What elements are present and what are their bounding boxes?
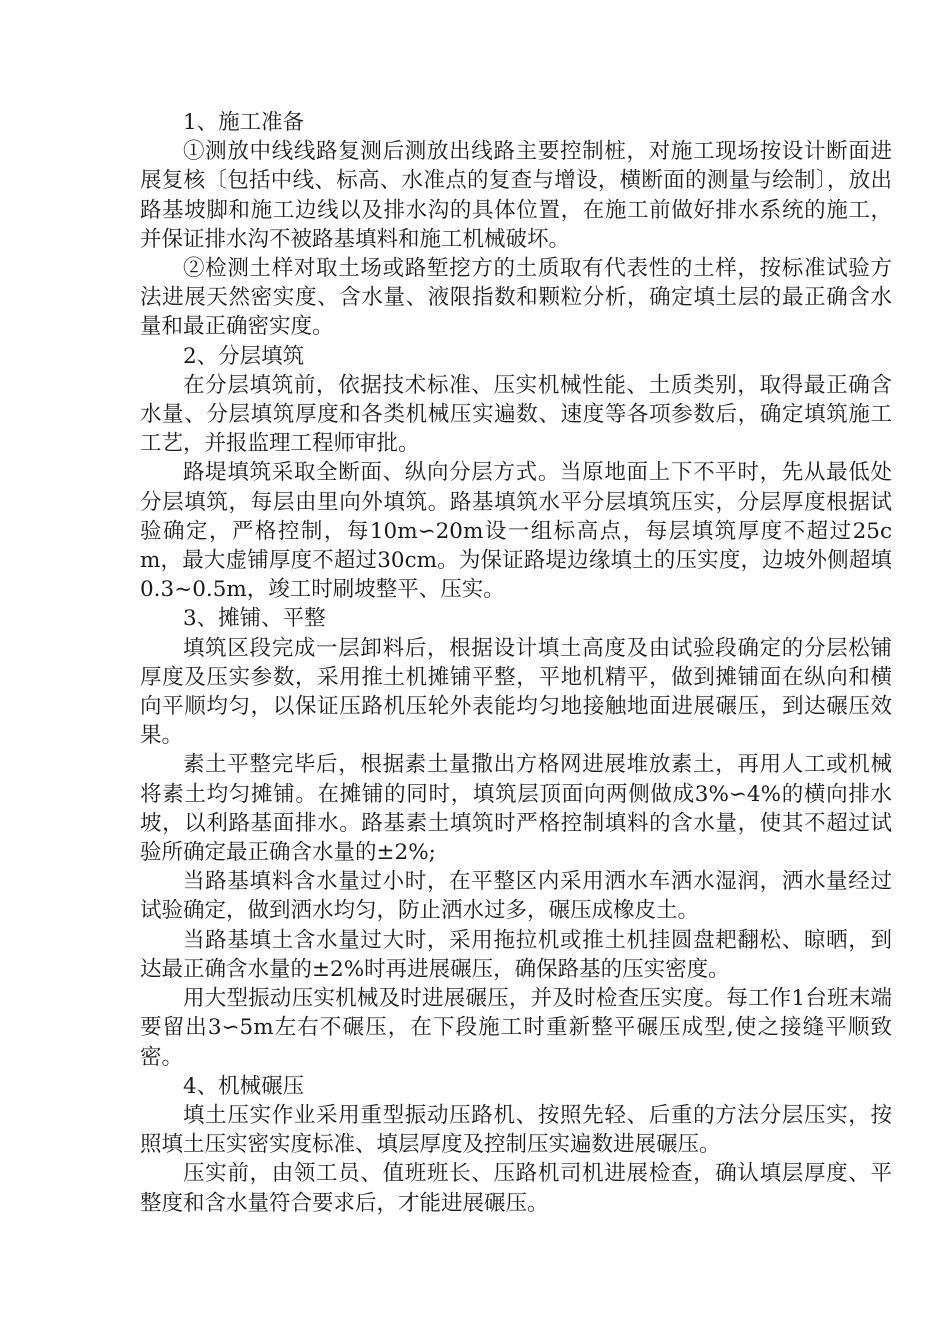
paragraph-vibration-compaction: 用大型振动压实机械及时进展碾压，并及时检查压实度。每工作1台班末端要留出3∽5m左右不碾压，在下段施工时重新整平碾压成型,使之接缝平顺致密。 [140, 986, 892, 1070]
section-heading-2: 2、分层填筑 [183, 343, 305, 369]
section-heading-4: 4、机械碾压 [183, 1073, 305, 1099]
paragraph-water-too-low: 当路基填料含水量过小时，在平整区内采用洒水车洒水湿润，洒水量经过试验确定，做到洒水均匀，防止洒水过多，碾压成橡皮土。 [140, 869, 892, 924]
paragraph-survey-layout: ①测放中线线路复测后测放出线路主要控制桩，对施工现场按设计断面进展复核〔包括中线、标高、水准点的复查与增设，横断面的测量与绘制〕，放出路基坡脚和施工边线以及排水沟的具体位置，在施工前做好排水系统的施工，并保证排水沟不被路基填料和施工机械破坏。 [140, 139, 892, 252]
document-body [140, 108, 892, 1218]
paragraph-compaction-method: 填土压实作业采用重型振动压路机、按照先轻、后重的方法分层压实，按照填土压实密实度标准、填层厚度及控制压实遍数进展碾压。 [140, 1102, 892, 1158]
paragraph-pre-compaction-check: 压实前，由领工员、值班班长、压路机司机进展检查，确认填层厚度、平整度和含水量符合要求后，才能进展碾压。 [140, 1161, 892, 1216]
paragraph-spreading: 填筑区段完成一层卸料后，根据设计填土高度及由试验段确定的分层松铺厚度及压实参数，采用推土机摊铺平整，平地机精平，做到摊铺面在纵向和横向平顺均匀，以保证压路机压轮外表能均匀地接触地面进展碾压，到达碾压效果。 [140, 635, 892, 749]
paragraph-water-too-high: 当路基填土含水量过大时，采用拖拉机或推土机挂圆盘耙翻松、晾晒，到达最正确含水量的±2%时再进展碾压，确保路基的压实密度。 [140, 927, 892, 982]
paragraph-leveling: 素土平整完毕后，根据素土量撒出方格网进展堆放素土，再用人工或机械将素土均匀摊铺。在摊铺的同时，填筑层顶面向两侧做成3%∽4%的横向排水坡，以利路基面排水。路基素土填筑时严格控制填料的含水量，使其不超过试验所确定最正确含水量的±2%; [140, 752, 892, 866]
section-heading-3: 3、摊铺、平整 [183, 606, 326, 632]
paragraph-embankment-filling: 路堤填筑采取全断面、纵向分层方式。当原地面上下不平时，先从最低处分层填筑，每层由里向外填筑。路基填筑水平分层填筑压实，分层厚度根据试验确定，严格控制，每10m∽20m设一组标高点，每层填筑厚度不超过25cm，最大虚铺厚度不超过30cm。为保证路堤边缘填土的压实度，边坡外侧超填0.3~0.5m，竣工时刷坡整平、压实。 [140, 460, 892, 603]
paragraph-soil-testing: ②检测土样对取土场或路堑挖方的土质取有代表性的土样，按标准试验方法进展天然密实度、含水量、液限指数和颗粒分析，确定填土层的最正确含水量和最正确密实度。 [140, 256, 892, 340]
paragraph-layer-params: 在分层填筑前，依据技术标准、压实机械性能、土质类别，取得最正确含水量、分层填筑厚度和各类机械压实遍数、速度等各项参数后，确定填筑施工工艺，并报监理工程师审批。 [140, 372, 892, 457]
section-heading-1: 1、施工准备 [183, 110, 305, 135]
